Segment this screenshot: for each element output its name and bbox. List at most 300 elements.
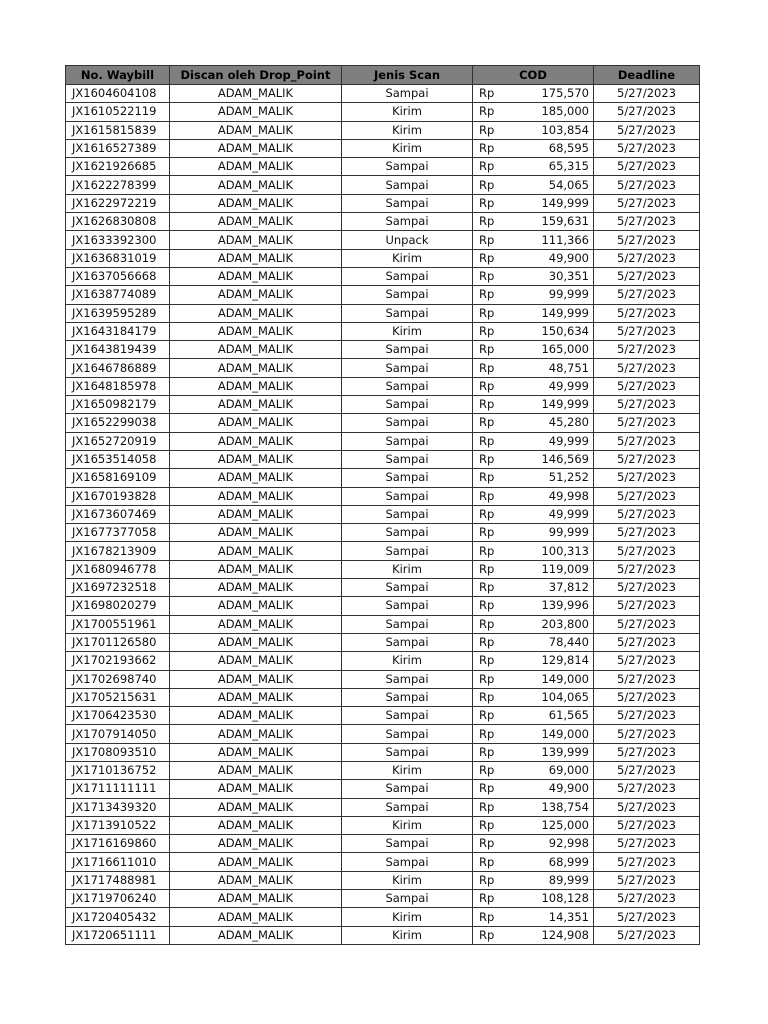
table-row — [66, 194, 700, 212]
waybill-cell: JX1646786889 — [66, 359, 170, 377]
table-row — [66, 524, 700, 542]
column-header-deadline: Deadline — [594, 66, 700, 85]
cod-amount: 54,065 — [548, 177, 589, 192]
deadline-cell: 5/27/2023 — [594, 341, 700, 359]
waybill-cell: JX1720405432 — [66, 908, 170, 926]
column-header-cod: COD — [473, 66, 594, 85]
cod-currency: Rp — [479, 488, 495, 503]
cod-cell — [473, 487, 594, 505]
cod-amount: 149,999 — [541, 195, 589, 210]
table-row — [66, 121, 700, 139]
waybill-cell: JX1719706240 — [66, 890, 170, 908]
deadline-cell: 5/27/2023 — [594, 304, 700, 322]
cod-amount: 45,280 — [548, 415, 589, 430]
drop-point-cell: ADAM_MALIK — [170, 688, 342, 706]
cod-amount: 149,999 — [541, 305, 589, 320]
table-row — [66, 286, 700, 304]
drop-point-cell: ADAM_MALIK — [170, 286, 342, 304]
drop-point-cell: ADAM_MALIK — [170, 908, 342, 926]
deadline-cell: 5/27/2023 — [594, 267, 700, 285]
table-row — [66, 304, 700, 322]
cod-cell — [473, 871, 594, 889]
scan-type-cell: Sampai — [342, 725, 473, 743]
scan-type-cell: Kirim — [342, 139, 473, 157]
scan-type-cell: Kirim — [342, 121, 473, 139]
cod-cell — [473, 725, 594, 743]
cod-amount: 104,065 — [541, 689, 589, 704]
cod-amount: 111,366 — [541, 232, 589, 247]
deadline-cell: 5/27/2023 — [594, 853, 700, 871]
waybill-cell: JX1705215631 — [66, 688, 170, 706]
deadline-cell: 5/27/2023 — [594, 871, 700, 889]
scan-type-cell: Unpack — [342, 231, 473, 249]
waybill-cell: JX1706423530 — [66, 707, 170, 725]
table-row — [66, 670, 700, 688]
deadline-cell: 5/27/2023 — [594, 524, 700, 542]
scan-type-cell: Kirim — [342, 908, 473, 926]
cod-amount: 139,996 — [541, 598, 589, 613]
table-row — [66, 213, 700, 231]
waybill-cell: JX1622278399 — [66, 176, 170, 194]
scan-type-cell: Sampai — [342, 579, 473, 597]
drop-point-cell: ADAM_MALIK — [170, 213, 342, 231]
cod-amount: 119,009 — [541, 561, 589, 576]
cod-amount: 51,252 — [548, 470, 589, 485]
cod-cell — [473, 359, 594, 377]
cod-currency: Rp — [479, 671, 495, 686]
cod-currency: Rp — [479, 232, 495, 247]
waybill-cell: JX1650982179 — [66, 396, 170, 414]
scan-type-cell: Sampai — [342, 359, 473, 377]
cod-cell — [473, 396, 594, 414]
table-row — [66, 725, 700, 743]
cod-cell — [473, 377, 594, 395]
waybill-cell: JX1670193828 — [66, 487, 170, 505]
table-row — [66, 761, 700, 779]
cod-cell — [473, 908, 594, 926]
drop-point-cell: ADAM_MALIK — [170, 85, 342, 103]
deadline-cell: 5/27/2023 — [594, 688, 700, 706]
scan-type-cell: Sampai — [342, 670, 473, 688]
table-row — [66, 322, 700, 340]
deadline-cell: 5/27/2023 — [594, 213, 700, 231]
cod-currency: Rp — [479, 854, 495, 869]
drop-point-cell: ADAM_MALIK — [170, 139, 342, 157]
cod-cell — [473, 450, 594, 468]
cod-currency: Rp — [479, 159, 495, 174]
cod-amount: 124,908 — [541, 927, 589, 942]
deadline-cell: 5/27/2023 — [594, 597, 700, 615]
deadline-cell: 5/27/2023 — [594, 469, 700, 487]
waybill-cell: JX1616527389 — [66, 139, 170, 157]
cod-currency: Rp — [479, 891, 495, 906]
cod-currency: Rp — [479, 818, 495, 833]
cod-currency: Rp — [479, 653, 495, 668]
cod-cell — [473, 231, 594, 249]
cod-currency: Rp — [479, 378, 495, 393]
drop-point-cell: ADAM_MALIK — [170, 194, 342, 212]
waybill-cell: JX1638774089 — [66, 286, 170, 304]
deadline-cell: 5/27/2023 — [594, 707, 700, 725]
cod-cell — [473, 707, 594, 725]
waybill-cell: JX1622972219 — [66, 194, 170, 212]
deadline-cell: 5/27/2023 — [594, 505, 700, 523]
scan-type-cell: Kirim — [342, 871, 473, 889]
table-row — [66, 597, 700, 615]
cod-amount: 99,999 — [548, 287, 589, 302]
cod-amount: 159,631 — [541, 214, 589, 229]
cod-currency: Rp — [479, 269, 495, 284]
cod-cell — [473, 597, 594, 615]
cod-amount: 68,999 — [548, 854, 589, 869]
cod-amount: 49,998 — [548, 488, 589, 503]
cod-cell — [473, 176, 594, 194]
cod-currency: Rp — [479, 561, 495, 576]
drop-point-cell: ADAM_MALIK — [170, 853, 342, 871]
table-row — [66, 85, 700, 103]
cod-currency: Rp — [479, 927, 495, 942]
table-row — [66, 158, 700, 176]
cod-currency: Rp — [479, 433, 495, 448]
waybill-cell: JX1700551961 — [66, 615, 170, 633]
cod-cell — [473, 341, 594, 359]
cod-amount: 99,999 — [548, 525, 589, 540]
cod-amount: 48,751 — [548, 360, 589, 375]
waybill-cell: JX1701126580 — [66, 633, 170, 651]
deadline-cell: 5/27/2023 — [594, 835, 700, 853]
deadline-cell: 5/27/2023 — [594, 286, 700, 304]
drop-point-cell: ADAM_MALIK — [170, 505, 342, 523]
cod-amount: 78,440 — [548, 635, 589, 650]
cod-currency: Rp — [479, 616, 495, 631]
drop-point-cell: ADAM_MALIK — [170, 542, 342, 560]
cod-amount: 138,754 — [541, 799, 589, 814]
drop-point-cell: ADAM_MALIK — [170, 835, 342, 853]
cod-currency: Rp — [479, 763, 495, 778]
table-row — [66, 780, 700, 798]
table-row — [66, 542, 700, 560]
cod-amount: 203,800 — [541, 616, 589, 631]
table-row — [66, 103, 700, 121]
scan-type-cell: Sampai — [342, 798, 473, 816]
deadline-cell: 5/27/2023 — [594, 743, 700, 761]
deadline-cell: 5/27/2023 — [594, 377, 700, 395]
cod-cell — [473, 322, 594, 340]
deadline-cell: 5/27/2023 — [594, 890, 700, 908]
waybill-cell: JX1677377058 — [66, 524, 170, 542]
drop-point-cell: ADAM_MALIK — [170, 176, 342, 194]
scan-type-cell: Kirim — [342, 761, 473, 779]
waybill-cell: JX1658169109 — [66, 469, 170, 487]
cod-cell — [473, 853, 594, 871]
deadline-cell: 5/27/2023 — [594, 908, 700, 926]
drop-point-cell: ADAM_MALIK — [170, 304, 342, 322]
waybill-cell: JX1702698740 — [66, 670, 170, 688]
cod-amount: 129,814 — [541, 653, 589, 668]
waybill-cell: JX1643184179 — [66, 322, 170, 340]
cod-currency: Rp — [479, 305, 495, 320]
deadline-cell: 5/27/2023 — [594, 322, 700, 340]
table-row — [66, 359, 700, 377]
cod-amount: 146,569 — [541, 452, 589, 467]
cod-currency: Rp — [479, 909, 495, 924]
deadline-cell: 5/27/2023 — [594, 139, 700, 157]
table-row — [66, 396, 700, 414]
scan-type-cell: Sampai — [342, 542, 473, 560]
column-header-waybill: No. Waybill — [66, 66, 170, 85]
drop-point-cell: ADAM_MALIK — [170, 597, 342, 615]
drop-point-cell: ADAM_MALIK — [170, 780, 342, 798]
cod-cell — [473, 780, 594, 798]
table-row — [66, 267, 700, 285]
cod-cell — [473, 139, 594, 157]
table-row — [66, 139, 700, 157]
waybill-cell: JX1643819439 — [66, 341, 170, 359]
deadline-cell: 5/27/2023 — [594, 542, 700, 560]
drop-point-cell: ADAM_MALIK — [170, 615, 342, 633]
deadline-cell: 5/27/2023 — [594, 579, 700, 597]
drop-point-cell: ADAM_MALIK — [170, 432, 342, 450]
cod-currency: Rp — [479, 250, 495, 265]
scan-type-cell: Sampai — [342, 450, 473, 468]
scan-type-cell: Sampai — [342, 505, 473, 523]
drop-point-cell: ADAM_MALIK — [170, 322, 342, 340]
scan-type-cell: Sampai — [342, 213, 473, 231]
drop-point-cell: ADAM_MALIK — [170, 396, 342, 414]
table-row — [66, 633, 700, 651]
deadline-cell: 5/27/2023 — [594, 85, 700, 103]
cod-cell — [473, 158, 594, 176]
cod-amount: 100,313 — [541, 543, 589, 558]
cod-amount: 125,000 — [541, 818, 589, 833]
drop-point-cell: ADAM_MALIK — [170, 249, 342, 267]
cod-cell — [473, 249, 594, 267]
drop-point-cell: ADAM_MALIK — [170, 487, 342, 505]
cod-amount: 69,000 — [548, 763, 589, 778]
scan-type-cell: Sampai — [342, 414, 473, 432]
cod-cell — [473, 798, 594, 816]
scan-type-cell: Sampai — [342, 469, 473, 487]
table-row — [66, 853, 700, 871]
table-row — [66, 835, 700, 853]
cod-amount: 49,999 — [548, 378, 589, 393]
table-row — [66, 707, 700, 725]
scan-type-cell: Kirim — [342, 103, 473, 121]
cod-cell — [473, 926, 594, 944]
waybill-cell: JX1716169860 — [66, 835, 170, 853]
drop-point-cell: ADAM_MALIK — [170, 871, 342, 889]
deadline-cell: 5/27/2023 — [594, 396, 700, 414]
scan-type-cell: Sampai — [342, 341, 473, 359]
drop-point-cell: ADAM_MALIK — [170, 652, 342, 670]
drop-point-cell: ADAM_MALIK — [170, 377, 342, 395]
table-row — [66, 450, 700, 468]
cod-currency: Rp — [479, 598, 495, 613]
cod-cell — [473, 121, 594, 139]
deadline-cell: 5/27/2023 — [594, 615, 700, 633]
cod-amount: 37,812 — [548, 580, 589, 595]
scan-type-cell: Sampai — [342, 707, 473, 725]
cod-amount: 65,315 — [548, 159, 589, 174]
cod-cell — [473, 85, 594, 103]
waybill-cell: JX1653514058 — [66, 450, 170, 468]
waybill-cell: JX1716611010 — [66, 853, 170, 871]
cod-amount: 103,854 — [541, 122, 589, 137]
header-row — [66, 66, 700, 85]
cod-amount: 49,900 — [548, 250, 589, 265]
waybill-cell: JX1652720919 — [66, 432, 170, 450]
cod-amount: 108,128 — [541, 891, 589, 906]
deadline-cell: 5/27/2023 — [594, 450, 700, 468]
drop-point-cell: ADAM_MALIK — [170, 341, 342, 359]
table-row — [66, 176, 700, 194]
waybill-cell: JX1621926685 — [66, 158, 170, 176]
cod-amount: 61,565 — [548, 708, 589, 723]
cod-amount: 139,999 — [541, 744, 589, 759]
cod-currency: Rp — [479, 799, 495, 814]
cod-currency: Rp — [479, 781, 495, 796]
table-row — [66, 249, 700, 267]
cod-currency: Rp — [479, 342, 495, 357]
waybill-cell: JX1678213909 — [66, 542, 170, 560]
table-row — [66, 231, 700, 249]
scan-type-cell: Sampai — [342, 743, 473, 761]
cod-currency: Rp — [479, 689, 495, 704]
cod-currency: Rp — [479, 415, 495, 430]
waybill-cell: JX1710136752 — [66, 761, 170, 779]
waybill-cell: JX1639595289 — [66, 304, 170, 322]
cod-amount: 14,351 — [548, 909, 589, 924]
cod-cell — [473, 524, 594, 542]
cod-cell — [473, 670, 594, 688]
cod-currency: Rp — [479, 543, 495, 558]
drop-point-cell: ADAM_MALIK — [170, 579, 342, 597]
cod-cell — [473, 304, 594, 322]
scan-type-cell: Kirim — [342, 249, 473, 267]
drop-point-cell: ADAM_MALIK — [170, 524, 342, 542]
scan-type-cell: Sampai — [342, 158, 473, 176]
scan-type-cell: Sampai — [342, 835, 473, 853]
cod-amount: 89,999 — [548, 872, 589, 887]
cod-cell — [473, 835, 594, 853]
table-row — [66, 341, 700, 359]
deadline-cell: 5/27/2023 — [594, 487, 700, 505]
cod-currency: Rp — [479, 726, 495, 741]
cod-currency: Rp — [479, 635, 495, 650]
cod-cell — [473, 579, 594, 597]
deadline-cell: 5/27/2023 — [594, 652, 700, 670]
cod-cell — [473, 542, 594, 560]
scan-type-cell: Sampai — [342, 304, 473, 322]
waybill-cell: JX1717488981 — [66, 871, 170, 889]
scan-type-cell: Sampai — [342, 780, 473, 798]
cod-amount: 165,000 — [541, 342, 589, 357]
table-row — [66, 890, 700, 908]
cod-currency: Rp — [479, 360, 495, 375]
waybill-cell: JX1636831019 — [66, 249, 170, 267]
cod-cell — [473, 816, 594, 834]
scan-type-cell: Sampai — [342, 85, 473, 103]
waybill-cell: JX1697232518 — [66, 579, 170, 597]
cod-cell — [473, 414, 594, 432]
cod-currency: Rp — [479, 708, 495, 723]
drop-point-cell: ADAM_MALIK — [170, 121, 342, 139]
drop-point-cell: ADAM_MALIK — [170, 743, 342, 761]
waybill-cell: JX1713439320 — [66, 798, 170, 816]
table-row — [66, 652, 700, 670]
scan-type-cell: Sampai — [342, 688, 473, 706]
scan-type-cell: Sampai — [342, 176, 473, 194]
scan-type-cell: Sampai — [342, 597, 473, 615]
deadline-cell: 5/27/2023 — [594, 176, 700, 194]
cod-cell — [473, 213, 594, 231]
table-row — [66, 871, 700, 889]
deadline-cell: 5/27/2023 — [594, 249, 700, 267]
drop-point-cell: ADAM_MALIK — [170, 450, 342, 468]
cod-currency: Rp — [479, 872, 495, 887]
cod-cell — [473, 633, 594, 651]
deadline-cell: 5/27/2023 — [594, 725, 700, 743]
drop-point-cell: ADAM_MALIK — [170, 158, 342, 176]
waybill-table — [65, 65, 700, 945]
deadline-cell: 5/27/2023 — [594, 432, 700, 450]
drop-point-cell: ADAM_MALIK — [170, 267, 342, 285]
cod-cell — [473, 615, 594, 633]
cod-currency: Rp — [479, 452, 495, 467]
waybill-cell: JX1708093510 — [66, 743, 170, 761]
scan-type-cell: Kirim — [342, 652, 473, 670]
scan-type-cell: Sampai — [342, 853, 473, 871]
deadline-cell: 5/27/2023 — [594, 670, 700, 688]
deadline-cell: 5/27/2023 — [594, 359, 700, 377]
table-row — [66, 926, 700, 944]
deadline-cell: 5/27/2023 — [594, 798, 700, 816]
scan-type-cell: Sampai — [342, 524, 473, 542]
table-row — [66, 432, 700, 450]
cod-cell — [473, 560, 594, 578]
scan-type-cell: Sampai — [342, 487, 473, 505]
table-row — [66, 377, 700, 395]
cod-cell — [473, 505, 594, 523]
cod-currency: Rp — [479, 177, 495, 192]
table-row — [66, 743, 700, 761]
cod-currency: Rp — [479, 141, 495, 156]
cod-cell — [473, 194, 594, 212]
cod-cell — [473, 103, 594, 121]
cod-cell — [473, 432, 594, 450]
cod-currency: Rp — [479, 580, 495, 595]
scan-type-cell: Sampai — [342, 396, 473, 414]
deadline-cell: 5/27/2023 — [594, 780, 700, 798]
cod-amount: 92,998 — [548, 836, 589, 851]
waybill-cell: JX1637056668 — [66, 267, 170, 285]
waybill-cell: JX1610522119 — [66, 103, 170, 121]
scan-type-cell: Sampai — [342, 890, 473, 908]
cod-cell — [473, 743, 594, 761]
waybill-cell: JX1673607469 — [66, 505, 170, 523]
cod-amount: 149,000 — [541, 671, 589, 686]
cod-currency: Rp — [479, 525, 495, 540]
waybill-cell: JX1648185978 — [66, 377, 170, 395]
waybill-cell: JX1707914050 — [66, 725, 170, 743]
cod-amount: 185,000 — [541, 104, 589, 119]
table-row — [66, 469, 700, 487]
scan-type-cell: Sampai — [342, 286, 473, 304]
table-row — [66, 688, 700, 706]
cod-currency: Rp — [479, 86, 495, 101]
waybill-cell: JX1615815839 — [66, 121, 170, 139]
cod-cell — [473, 267, 594, 285]
